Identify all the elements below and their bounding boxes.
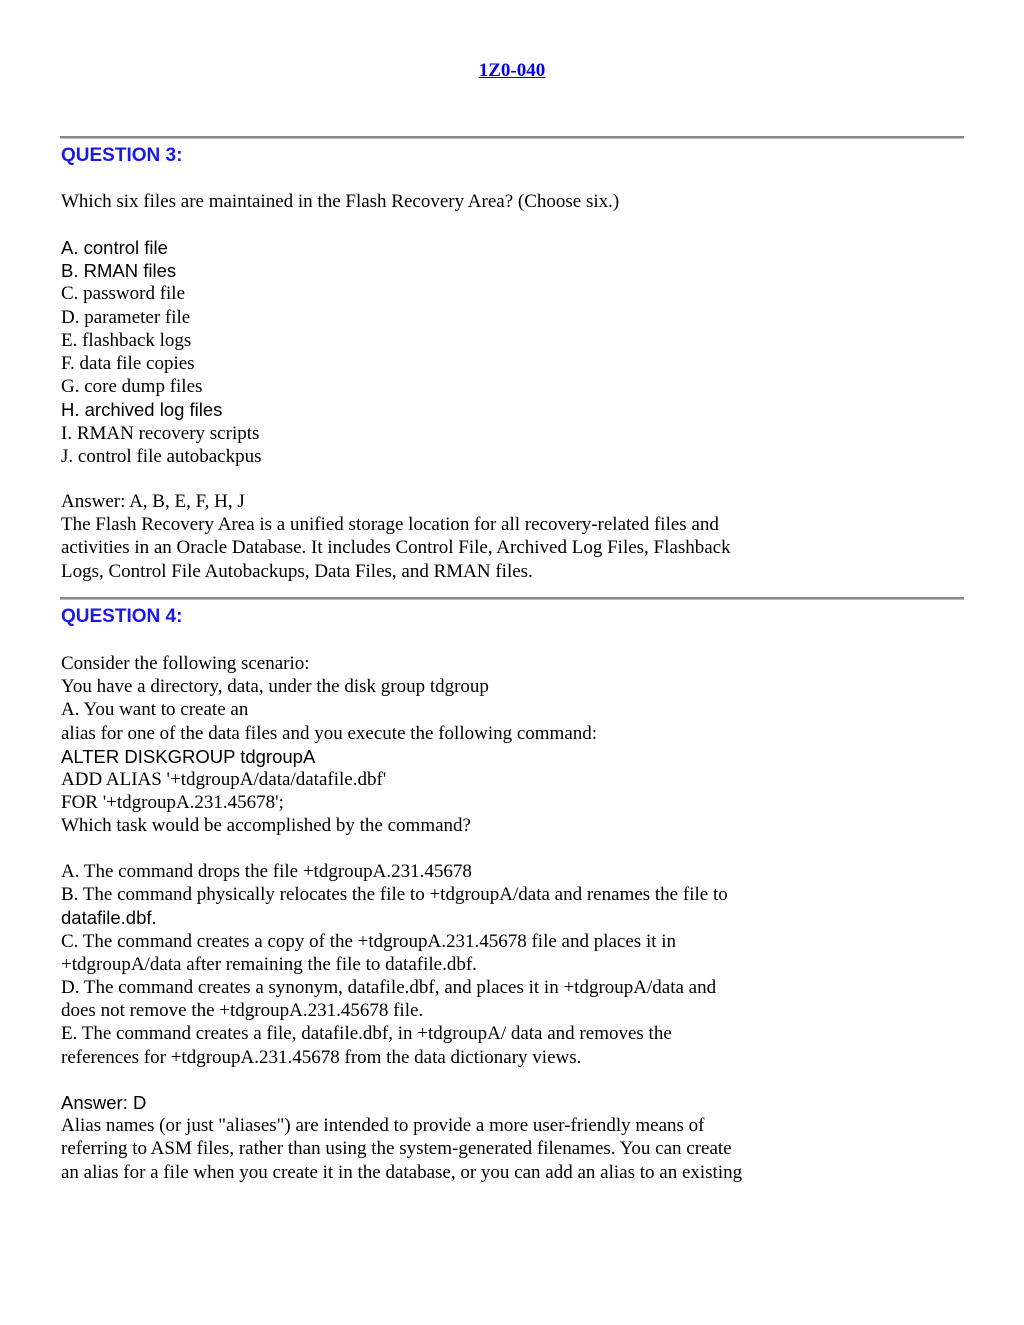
scenario-line: Consider the following scenario: [61,653,310,674]
option-d: D. The command creates a synonym, datafile.dbf, and places it in +tdgroupA/data and [61,976,717,998]
option-b: B. The command physically relocates the file to +tdgroupA/data and renames the file to [61,884,728,906]
question-4-explanation-line: referring to ASM files, rather than using the system-generated filenames. You can create [61,1138,732,1160]
option-c-continued: +tdgroupA/data after remaining the file to datafile.dbf. [61,953,477,975]
question-3-options [61,236,961,468]
option-d: D. parameter file [61,306,191,328]
question-4-answer-block [61,1091,961,1184]
option-e-continued: references for +tdgroupA.231.45678 from the data dictionary views. [61,1046,582,1068]
option-d-continued: does not remove the +tdgroupA.231.45678 file. [61,1000,424,1022]
option-b: B. RMAN files [61,260,177,282]
question-3-heading: QUESTION 3: [61,145,183,166]
question-3-explanation-line: The Flash Recovery Area is a unified storage location for all recovery-related files and [61,514,719,536]
question-3-prompt [61,190,961,213]
question-4-explanation-line: Alias names (or just "aliases") are intended to provide a more user-friendly means of [61,1115,705,1137]
option-a: A. control file [61,237,168,258]
option-g: G. core dump files [61,376,203,398]
question-4-explanation-line: an alias for a file when you create it in the database, or you can add an alias to an existing [61,1161,743,1183]
option-j: J. control file autobackpus [61,445,262,467]
option-b-continued: datafile.dbf. [61,907,157,929]
question-4-options [61,860,961,1069]
option-i: I. RMAN recovery scripts [61,422,260,444]
scenario-command-line: ADD ALIAS '+tdgroupA/data/datafile.dbf' [61,768,387,790]
question-4-heading: QUESTION 4: [61,606,183,627]
scenario-line: Which task would be accomplished by the command? [61,815,471,837]
scenario-command-line: ALTER DISKGROUP tdgroupA [61,745,316,767]
question-4-scenario [61,652,961,838]
question-3-explanation-line: activities in an Oracle Database. It includes Control File, Archived Log Files, Flashback [61,537,731,559]
scenario-line: alias for one of the data files and you execute the following command: [61,722,598,744]
option-f: F. data file copies [61,352,195,374]
section-divider [60,136,964,139]
scenario-line: You have a directory, data, under the disk group tdgroup [61,676,489,698]
scenario-command-line: FOR '+tdgroupA.231.45678'; [61,792,284,814]
option-h: H. archived log files [61,399,223,421]
question-3-answer: Answer: A, B, E, F, H, J [61,491,245,512]
option-a: A. The command drops the file +tdgroupA.231.45678 [61,861,472,882]
option-c: C. The command creates a copy of the +tdgroupA.231.45678 file and places it in [61,930,677,952]
section-divider [60,597,964,600]
option-e: E. The command creates a file, datafile.dbf, in +tdgroupA/ data and removes the [61,1023,672,1045]
page-header [0,60,1024,82]
option-e: E. flashback logs [61,329,192,351]
question-3-explanation-line: Logs, Control File Autobackups, Data Files, and RMAN files. [61,560,533,582]
question-3-answer-block [61,490,961,583]
scenario-line: A. You want to create an [61,699,249,721]
question-4-answer: Answer: D [61,1092,147,1113]
question-3-prompt-text: Which six files are maintained in the Flash Recovery Area? (Choose six.) [61,191,620,212]
option-c: C. password file [61,283,186,305]
exam-code-link[interactable]: 1Z0-040 [478,60,546,81]
